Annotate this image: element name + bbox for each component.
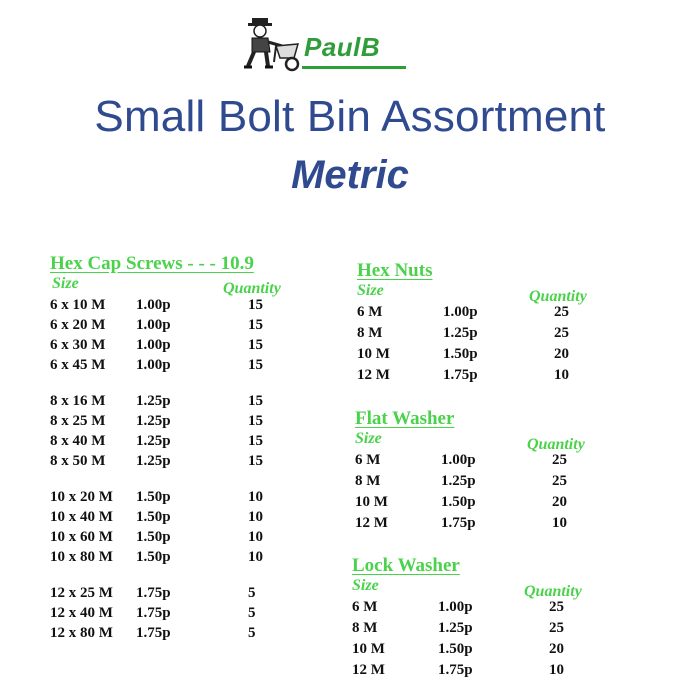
size-cell: 8 x 50 M	[50, 453, 106, 469]
size-header: Size	[355, 430, 382, 447]
quantity-cell: 20	[552, 494, 567, 510]
hex-nuts-section	[357, 260, 617, 390]
section-title: Hex Cap Screws - - - 10.9	[50, 253, 254, 274]
size-cell: 10 x 20 M	[50, 489, 113, 505]
size-cell: 6 M	[352, 599, 378, 615]
size-cell: 8 x 40 M	[50, 433, 106, 449]
size-cell: 10 M	[352, 641, 385, 657]
pitch-cell: 1.75p	[136, 625, 171, 641]
lock-washer-section	[352, 555, 612, 690]
quantity-header: Quantity	[527, 436, 585, 453]
quantity-cell: 25	[549, 599, 564, 615]
hex-cap-screws-section	[50, 253, 310, 653]
size-header: Size	[352, 577, 379, 594]
quantity-cell: 15	[248, 337, 263, 353]
size-cell: 12 M	[357, 367, 390, 383]
pitch-cell: 1.00p	[136, 317, 171, 333]
brand-logo	[238, 16, 418, 76]
pitch-cell: 1.25p	[438, 620, 473, 636]
pitch-cell: 1.50p	[136, 549, 171, 565]
quantity-cell: 20	[554, 346, 569, 362]
quantity-cell: 5	[248, 585, 256, 601]
pitch-cell: 1.00p	[136, 357, 171, 373]
section-title: Hex Nuts	[357, 260, 433, 281]
quantity-header: Quantity	[524, 583, 582, 600]
size-cell: 8 M	[352, 620, 378, 636]
quantity-cell: 15	[248, 453, 263, 469]
size-cell: 10 x 40 M	[50, 509, 113, 525]
size-cell: 12 M	[355, 515, 388, 531]
quantity-cell: 10	[552, 515, 567, 531]
quantity-cell: 10	[549, 662, 564, 678]
quantity-cell: 15	[248, 357, 263, 373]
brand-underline	[302, 66, 406, 69]
size-cell: 10 x 60 M	[50, 529, 113, 545]
quantity-cell: 25	[552, 452, 567, 468]
quantity-cell: 15	[248, 413, 263, 429]
quantity-header: Quantity	[529, 288, 587, 305]
pitch-cell: 1.50p	[136, 509, 171, 525]
size-cell: 6 M	[355, 452, 381, 468]
pitch-cell: 1.50p	[443, 346, 478, 362]
quantity-cell: 25	[549, 620, 564, 636]
size-header: Size	[357, 282, 384, 299]
pitch-cell: 1.00p	[441, 452, 476, 468]
size-cell: 10 M	[357, 346, 390, 362]
quantity-cell: 10	[248, 549, 263, 565]
quantity-cell: 15	[248, 297, 263, 313]
size-cell: 6 x 20 M	[50, 317, 106, 333]
pitch-cell: 1.50p	[136, 529, 171, 545]
section-title: Lock Washer	[352, 555, 460, 576]
size-cell: 10 x 80 M	[50, 549, 113, 565]
pitch-cell: 1.00p	[136, 297, 171, 313]
size-header: Size	[52, 275, 79, 292]
size-cell: 8 M	[357, 325, 383, 341]
quantity-cell: 25	[554, 304, 569, 320]
pitch-cell: 1.75p	[441, 515, 476, 531]
brand-name: PaulB	[304, 32, 381, 62]
quantity-cell: 25	[552, 473, 567, 489]
flat-washer-section	[355, 408, 615, 538]
quantity-cell: 5	[248, 605, 256, 621]
size-cell: 6 M	[357, 304, 383, 320]
pitch-cell: 1.75p	[443, 367, 478, 383]
page-subtitle: Metric	[291, 153, 409, 197]
pitch-cell: 1.50p	[441, 494, 476, 510]
quantity-cell: 5	[248, 625, 256, 641]
quantity-cell: 20	[549, 641, 564, 657]
size-cell: 12 M	[352, 662, 385, 678]
section-title: Flat Washer	[355, 408, 455, 429]
pitch-cell: 1.00p	[443, 304, 478, 320]
quantity-cell: 15	[248, 433, 263, 449]
size-cell: 12 x 40 M	[50, 605, 113, 621]
quantity-cell: 25	[554, 325, 569, 341]
size-cell: 12 x 25 M	[50, 585, 113, 601]
size-cell: 8 x 16 M	[50, 393, 106, 409]
pitch-cell: 1.25p	[441, 473, 476, 489]
pitch-cell: 1.75p	[438, 662, 473, 678]
pitch-cell: 1.25p	[136, 453, 171, 469]
size-cell: 6 x 45 M	[50, 357, 106, 373]
pitch-cell: 1.25p	[443, 325, 478, 341]
pitch-cell: 1.25p	[136, 393, 171, 409]
man-with-wheelbarrow-icon	[238, 16, 300, 74]
pitch-cell: 1.25p	[136, 433, 171, 449]
pitch-cell: 1.00p	[136, 337, 171, 353]
size-cell: 12 x 80 M	[50, 625, 113, 641]
size-cell: 8 x 25 M	[50, 413, 106, 429]
size-cell: 8 M	[355, 473, 381, 489]
quantity-cell: 10	[248, 509, 263, 525]
quantity-cell: 15	[248, 317, 263, 333]
size-cell: 6 x 30 M	[50, 337, 106, 353]
quantity-cell: 15	[248, 393, 263, 409]
size-cell: 10 M	[355, 494, 388, 510]
quantity-cell: 10	[554, 367, 569, 383]
size-cell: 6 x 10 M	[50, 297, 106, 313]
page-title: Small Bolt Bin Assortment	[94, 92, 606, 141]
quantity-cell: 10	[248, 529, 263, 545]
quantity-header: Quantity	[223, 280, 281, 297]
pitch-cell: 1.25p	[136, 413, 171, 429]
pitch-cell: 1.75p	[136, 605, 171, 621]
pitch-cell: 1.00p	[438, 599, 473, 615]
pitch-cell: 1.50p	[438, 641, 473, 657]
pitch-cell: 1.75p	[136, 585, 171, 601]
pitch-cell: 1.50p	[136, 489, 171, 505]
quantity-cell: 10	[248, 489, 263, 505]
